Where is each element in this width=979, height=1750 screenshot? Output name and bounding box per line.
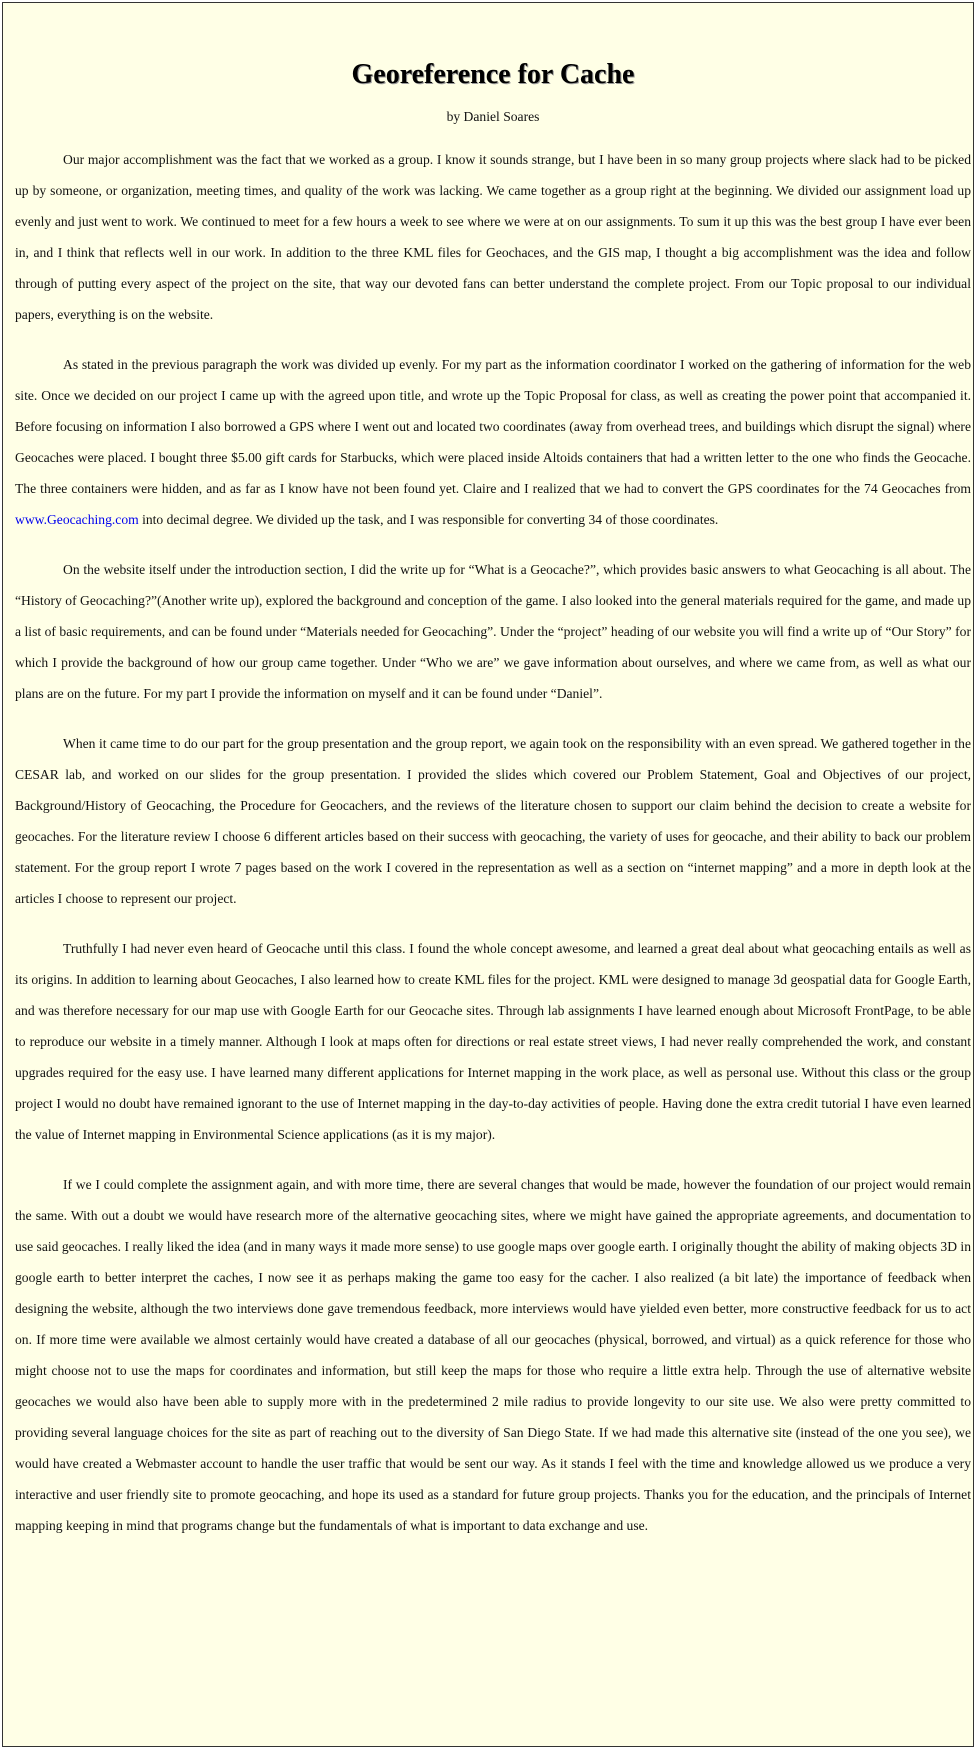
geocaching-link[interactable]: www.Geocaching.com	[15, 512, 139, 527]
paragraph-text-after-link: into decimal degree. We divided up the task, and I was responsible for converting 34 of those coordinates.	[138, 512, 719, 527]
page-title: Georeference for Cache	[351, 59, 635, 90]
paragraph-learning: Truthfully I had never even heard of Geocache until this class. I found the whole concept awesome, and learned a great deal about what geocaching entails as well as its origins. In addition to learning about Geocaches, I also learned how to create KML files for the project. KML were designed to manage 3d geospatial data for Google Earth, and was therefore necessary for our map use with Google Earth for our Geocache sites. Through lab assignments I have learned enough about Microsoft FrontPage, to be able to reproduce our website in a timely manner. Although I look at maps often for directions or real estate street views, I had never really comprehended the work, and constant upgrades required for the easy use. I have learned many different applications for Internet mapping in the work place, as well as personal use. Without this class or the group project I would no doubt have remained ignorant to the use of Internet mapping in the day-to-day activities of people. Having done the extra credit tutorial I have even learned the value of Internet mapping in Environmental Science applications (as it is my major).	[15, 941, 971, 1142]
paragraph-text-before-link: As stated in the previous paragraph the work was divided up evenly. For my part as the information coordinator I worked on the gathering of information for the web site. Once we decided on our project I came up with the agreed upon title, and wrote up the Topic Proposal for class, as well as creating the power point that accompanied it. Before focusing on information I also borrowed a GPS where I went out and located two coordinates (away from overhead trees, and buildings which disrupt the signal) where Geocaches were placed. I bought three $5.00 gift cards for Starbucks, which were placed inside Altoids containers that had a written letter to the one who finds the Geocache. The three containers were hidden, and as far as I know have not been found yet. Claire and I realized that we had to convert the GPS coordinates for the 74 Geocaches from	[15, 357, 971, 496]
paragraph-website-writeups: On the website itself under the introduction section, I did the write up for “What is a Geocache?”, which provides basic answers to what Geocaching is all about. The “History of Geocaching?”(Another write up), explored the background and conception of the game. I also looked into the general materials required for the game, and made up a list of basic requirements, and can be found under “Materials needed for Geocaching”. Under the “project” heading of our website you will find a write up of “Our Story” for which I provide the background of how our group came together. Under “Who we are” we gave information about ourselves, and where we came from, as well as what our plans are on the future. For my part I provide the information on myself and it can be found under “Daniel”.	[15, 562, 971, 701]
paragraph-information-coordinator	[15, 349, 971, 535]
document-frame	[2, 2, 974, 1747]
author-byline: by Daniel Soares	[446, 109, 540, 124]
paragraph-group-accomplishment: Our major accomplishment was the fact that we worked as a group. I know it sounds strange, but I have been in so many group projects where slack had to be picked up by someone, or organization, meeting times, and quality of the work was lacking. We came together as a group right at the beginning. We divided our assignment load up evenly and just went to work. We continued to meet for a few hours a week to see where we were at on our assignments. To sum it up this was the best group I have ever been in, and I think that reflects well in our work. In addition to the three KML files for Geochaces, and the GIS map, I thought a big accomplishment was the idea and follow through of putting every aspect of the project on the site, that way our devoted fans can better understand the complete project. From our Topic proposal to our individual papers, everything is on the website.	[15, 152, 971, 322]
paragraph-group-presentation: When it came time to do our part for the group presentation and the group report, we again took on the responsibility with an even spread. We gathered together in the CESAR lab, and worked on our slides for the group presentation. I provided the slides which covered our Problem Statement, Goal and Objectives of our project, Background/History of Geocaching, the Procedure for Geocachers, and the reviews of the literature chosen to support our claim behind the decision to create a website for geocaches. For the literature review I choose 6 different articles based on their success with geocaching, the variety of uses for geocache, and their ability to back our problem statement. For the group report I wrote 7 pages based on the work I covered in the representation as well as a section on “internet mapping” and a more in depth look at the articles I choose to represent our project.	[15, 736, 971, 906]
paragraph-future-changes: If we I could complete the assignment again, and with more time, there are several changes that would be made, however the foundation of our project would remain the same. With out a doubt we would have research more of the alternative geocaching sites, where we might have gained the appropriate agreements, and documentation to use said geocaches. I really liked the idea (and in many ways it made more sense) to use google maps over google earth. I originally thought the ability of making objects 3D in google earth to better interpret the caches, I now see it as perhaps making the game too easy for the cacher. I also realized (a bit late) the importance of feedback when designing the website, although the two interviews done gave tremendous feedback, more interviews would have yielded even better, more constructive feedback for us to act on. If more time were available we almost certainly would have created a database of all our geocaches (physical, borrowed, and virtual) as a quick reference for those who might choose not to use the maps for coordinates and information, but still keep the maps for those who require a little extra help. Through the use of alternative website geocaches we would also have been able to supply more with in the predetermined 2 mile radius to provide longevity to our site use. We also were pretty committed to providing several language choices for the site as part of reaching out to the diversity of San Diego State. If we had made this alternative site (instead of the one you see), we would have created a Webmaster account to handle the user traffic that would be sent our way. As it stands I feel with the time and knowledge allowed us we produce a very interactive and user friendly site to promote geocaching, and hope its used as a standard for future group projects. Thanks you for the education, and the principals of Internet mapping keeping in mind that programs change but the fundamentals of what is important to data exchange and use.	[15, 1177, 971, 1533]
document-content	[15, 3, 971, 1541]
